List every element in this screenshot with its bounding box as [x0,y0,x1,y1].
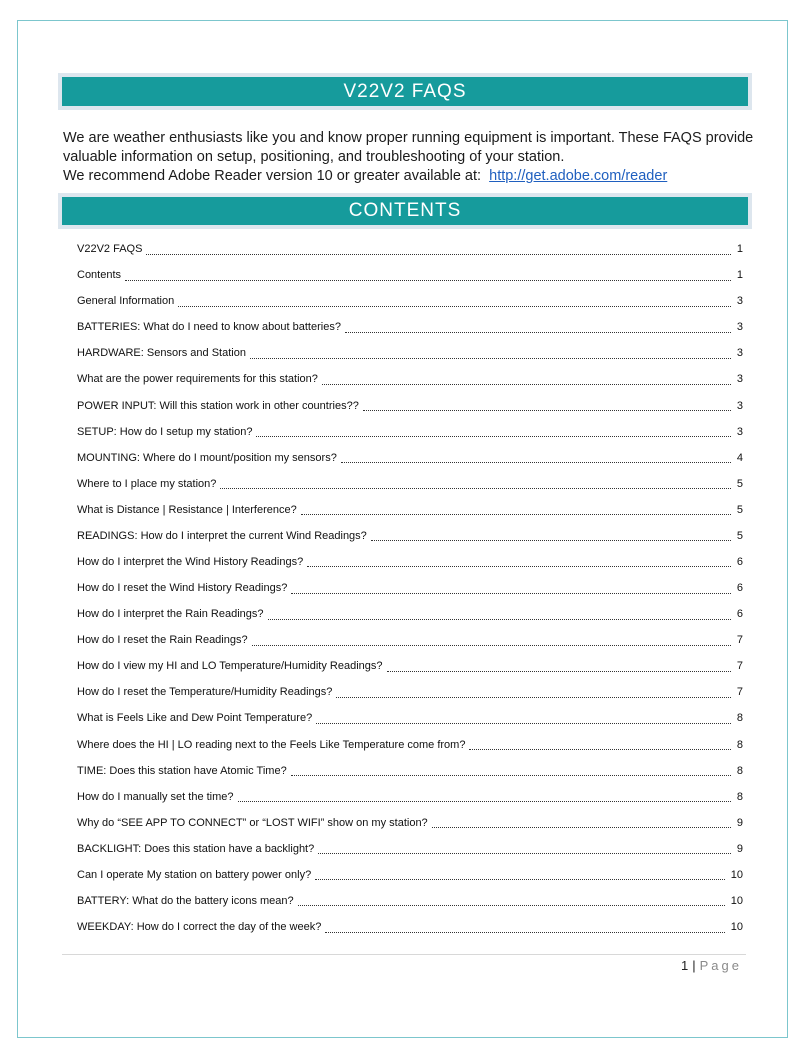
toc-entry[interactable] [77,627,743,653]
toc-dot-leader [291,591,731,594]
toc-entry-page: 1 [736,243,743,256]
toc-entry-page: 5 [736,503,743,516]
toc-dot-leader [301,512,731,515]
toc-entry-page: 9 [736,816,743,829]
page-footer [681,958,742,973]
contents-band [58,193,752,229]
toc-dot-leader [291,773,731,776]
toc-dot-leader [363,408,731,411]
toc-entry[interactable] [77,679,743,705]
toc-entry-title: What are the power requirements for this station? [77,373,318,386]
footer-page-number: 1 [681,958,689,973]
toc-entry-page: 1 [736,269,743,282]
toc-entry-page: 10 [730,894,743,907]
toc-entry[interactable] [77,601,743,627]
toc-entry[interactable] [77,340,743,366]
footer-page-word: Page [699,958,742,973]
toc-dot-leader [315,877,725,880]
toc-entry[interactable] [77,914,743,940]
toc-entry[interactable] [77,784,743,810]
toc-entry-title: TIME: Does this station have Atomic Time? [77,764,287,777]
toc-entry-title: BATTERIES: What do I need to know about batteries? [77,321,341,334]
toc-entry[interactable] [77,366,743,392]
toc-dot-leader [341,460,731,463]
page-title: V22V2 FAQS [62,77,748,106]
toc-dot-leader [322,382,731,385]
toc-entry-title: How do I manually set the time? [77,790,234,803]
toc-dot-leader [325,930,724,933]
toc-entry-page: 3 [736,425,743,438]
toc-entry[interactable] [77,705,743,731]
toc-entry-page: 9 [736,842,743,855]
toc-entry-title: Where does the HI | LO reading next to the Feels Like Temperature come from? [77,738,466,751]
contents-heading: CONTENTS [62,197,748,225]
toc-entry-title: MOUNTING: Where do I mount/position my sensors? [77,451,337,464]
toc-entry[interactable] [77,888,743,914]
toc-entry-title: Can I operate My station on battery power only? [77,868,312,881]
toc-entry-title: What is Feels Like and Dew Point Temperature? [77,712,313,725]
intro-line-3-text: We recommend Adobe Reader version 10 or greater available at: [63,168,482,184]
footer-separator: | [692,958,696,973]
toc-entry-title: HARDWARE: Sensors and Station [77,347,246,360]
toc-entry-title: POWER INPUT: Will this station work in other countries?? [77,399,359,412]
toc-entry-title: How do I reset the Rain Readings? [77,634,248,647]
toc-dot-leader [316,721,731,724]
toc-dot-leader [387,669,731,672]
toc-dot-leader [345,330,731,333]
toc-entry[interactable] [77,862,743,888]
toc-entry-page: 5 [736,529,743,542]
toc-entry-page: 5 [736,477,743,490]
toc-entry[interactable] [77,236,743,262]
toc-entry[interactable] [77,523,743,549]
footer-divider [62,954,746,955]
toc-dot-leader [336,695,731,698]
toc-entry-title: How do I interpret the Wind History Readings? [77,555,304,568]
toc-entry[interactable] [77,810,743,836]
table-of-contents [77,236,743,940]
toc-entry-title: V22V2 FAQS [77,243,143,256]
toc-entry-page: 3 [736,321,743,334]
toc-entry-title: WEEKDAY: How do I correct the day of the week? [77,921,322,934]
toc-entry-page: 7 [736,660,743,673]
toc-entry-page: 7 [736,686,743,699]
title-band [58,73,752,110]
intro-line-1: We are weather enthusiasts like you and know proper running equipment is important. These FAQS provide [63,130,754,146]
toc-entry-page: 10 [730,921,743,934]
intro-line-3 [63,167,753,186]
toc-dot-leader [371,538,731,541]
toc-entry-title: How do I interpret the Rain Readings? [77,608,264,621]
toc-entry-page: 8 [736,764,743,777]
toc-dot-leader [125,278,731,281]
toc-entry-title: What is Distance | Resistance | Interference? [77,503,297,516]
toc-dot-leader [469,747,730,750]
toc-entry-page: 10 [730,868,743,881]
toc-entry-page: 3 [736,373,743,386]
toc-entry[interactable] [77,731,743,757]
toc-dot-leader [268,617,731,620]
toc-entry[interactable] [77,497,743,523]
toc-dot-leader [146,252,730,255]
toc-entry[interactable] [77,288,743,314]
toc-dot-leader [318,851,731,854]
toc-entry-title: How do I view my HI and LO Temperature/Humidity Readings? [77,660,383,673]
toc-dot-leader [256,434,730,437]
toc-entry[interactable] [77,575,743,601]
toc-entry-title: BATTERY: What do the battery icons mean? [77,894,294,907]
toc-entry[interactable] [77,419,743,445]
intro-line-2: valuable information on setup, positioning, and troubleshooting of your station. [63,149,565,165]
adobe-reader-link[interactable]: http://get.adobe.com/reader [489,168,668,184]
toc-dot-leader [178,304,731,307]
toc-entry[interactable] [77,653,743,679]
toc-entry-page: 6 [736,582,743,595]
toc-entry-page: 8 [736,790,743,803]
intro-paragraph [63,129,753,186]
toc-entry[interactable] [77,549,743,575]
toc-entry-page: 6 [736,555,743,568]
toc-entry[interactable] [77,314,743,340]
toc-entry-title: Contents [77,269,122,282]
toc-entry-page: 4 [736,451,743,464]
toc-entry-title: SETUP: How do I setup my station? [77,425,253,438]
toc-dot-leader [432,825,731,828]
toc-entry[interactable] [77,262,743,288]
toc-entry-title: How do I reset the Temperature/Humidity Readings? [77,686,333,699]
toc-entry-page: 3 [736,347,743,360]
toc-entry[interactable] [77,758,743,784]
toc-dot-leader [252,643,731,646]
toc-entry[interactable] [77,836,743,862]
toc-entry-page: 7 [736,634,743,647]
toc-entry-title: BACKLIGHT: Does this station have a backlight? [77,842,315,855]
toc-entry-title: Why do “SEE APP TO CONNECT” or “LOST WIFI” show on my station? [77,816,428,829]
toc-dot-leader [307,564,731,567]
toc-entry-page: 6 [736,608,743,621]
toc-entry[interactable] [77,392,743,418]
toc-dot-leader [298,903,725,906]
toc-entry[interactable] [77,445,743,471]
toc-entry-title: How do I reset the Wind History Readings? [77,582,288,595]
toc-entry-title: READINGS: How do I interpret the current Wind Readings? [77,529,367,542]
toc-dot-leader [238,799,731,802]
toc-dot-leader [250,356,731,359]
toc-entry-page: 3 [736,295,743,308]
toc-entry-page: 8 [736,738,743,751]
toc-entry-title: Where to I place my station? [77,477,217,490]
toc-dot-leader [220,486,730,489]
toc-entry-title: General Information [77,295,175,308]
toc-entry-page: 3 [736,399,743,412]
toc-entry-page: 8 [736,712,743,725]
toc-entry[interactable] [77,471,743,497]
